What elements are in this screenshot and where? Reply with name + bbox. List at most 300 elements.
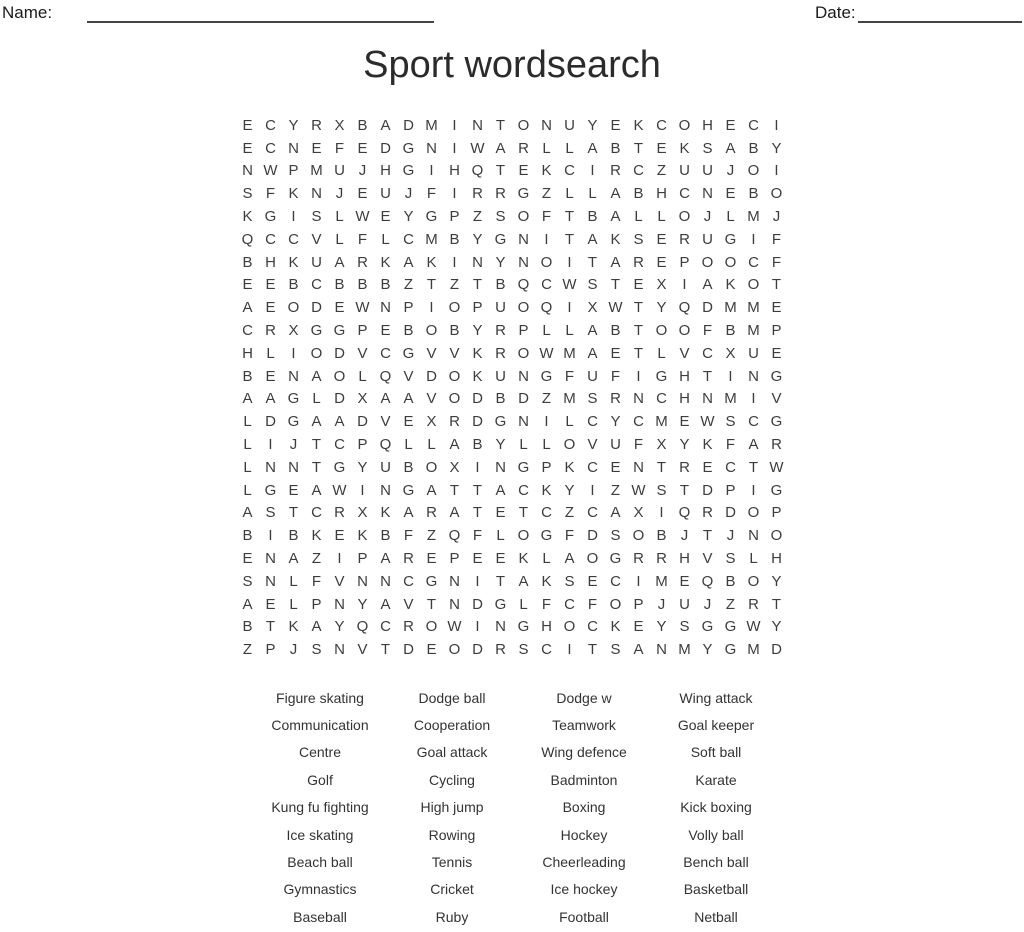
grid-letter: P [518, 322, 529, 340]
grid-letter: G [310, 322, 323, 340]
grid-letter: K [541, 481, 552, 499]
grid-letter: C [633, 413, 644, 431]
grid-letter: A [311, 481, 322, 499]
grid-letter: C [541, 641, 552, 659]
grid-letter: T [311, 436, 322, 454]
word-list-item: Dodge ball [418, 689, 486, 706]
grid-letter: W [355, 208, 370, 226]
grid-letter: Q [517, 276, 530, 294]
grid-letter: J [680, 527, 689, 545]
grid-letter: D [518, 390, 529, 408]
grid-letter: R [472, 185, 483, 203]
grid-letter: Y [495, 253, 506, 271]
grid-letter: E [518, 162, 529, 180]
grid-letter: A [426, 481, 437, 499]
grid-letter: F [334, 139, 345, 157]
grid-letter: K [380, 504, 391, 522]
grid-letter: S [610, 641, 621, 659]
grid-letter: C [725, 458, 736, 476]
grid-letter: L [542, 436, 551, 454]
grid-letter: O [586, 550, 599, 568]
grid-letter: A [334, 413, 345, 431]
grid-letter: Z [610, 481, 621, 499]
grid-letter: H [541, 618, 552, 636]
grid-letter: P [288, 162, 299, 180]
grid-letter: I [544, 413, 549, 431]
grid-letter: R [702, 504, 713, 522]
grid-letter: C [242, 322, 253, 340]
grid-letter: T [633, 139, 644, 157]
grid-letter: C [702, 344, 713, 362]
grid-letter: R [265, 322, 276, 340]
grid-letter: M [678, 641, 691, 659]
word-list-item: Karate [695, 771, 737, 788]
grid-letter: A [495, 139, 506, 157]
grid-letter: D [702, 481, 713, 499]
grid-letter: T [288, 504, 299, 522]
grid-letter: F [564, 527, 575, 545]
grid-letter: Y [288, 116, 299, 134]
grid-letter: N [449, 572, 460, 590]
grid-letter: Y [357, 458, 368, 476]
grid-letter: Y [610, 413, 621, 431]
grid-letter: A [311, 367, 322, 385]
grid-letter: G [333, 458, 346, 476]
grid-letter: I [590, 481, 595, 499]
grid-letter: N [426, 139, 437, 157]
grid-letter: E [426, 550, 437, 568]
grid-letter: W [539, 344, 554, 362]
grid-letter: K [311, 527, 322, 545]
grid-letter: B [357, 116, 368, 134]
grid-letter: E [656, 230, 667, 248]
grid-letter: T [587, 641, 598, 659]
grid-letter: I [452, 116, 457, 134]
grid-letter: A [587, 344, 598, 362]
grid-letter: O [517, 527, 530, 545]
grid-letter: S [725, 550, 736, 568]
grid-letter: G [540, 527, 553, 545]
grid-letter: W [355, 299, 370, 317]
grid-letter: S [633, 230, 644, 248]
grid-letter: K [610, 230, 621, 248]
grid-letter: X [426, 413, 437, 431]
grid-letter: G [724, 230, 737, 248]
grid-letter: C [380, 344, 391, 362]
grid-letter: I [590, 162, 595, 180]
grid-letter: O [770, 527, 783, 545]
grid-letter: N [633, 390, 644, 408]
grid-letter: N [357, 572, 368, 590]
grid-letter: L [565, 185, 574, 203]
grid-letter: I [291, 344, 296, 362]
grid-letter: N [380, 299, 391, 317]
name-blank-line [87, 4, 434, 23]
grid-letter: R [495, 322, 506, 340]
grid-letter: A [242, 595, 253, 613]
grid-letter: C [610, 572, 621, 590]
grid-letter: O [701, 253, 714, 271]
grid-letter: A [242, 504, 253, 522]
grid-letter: V [426, 344, 437, 362]
grid-letter: O [747, 572, 760, 590]
grid-letter: E [403, 413, 414, 431]
grid-letter: M [563, 390, 576, 408]
grid-letter: L [657, 344, 666, 362]
grid-letter: U [564, 116, 575, 134]
grid-letter: A [403, 504, 414, 522]
grid-letter: C [587, 458, 598, 476]
grid-letter: E [725, 185, 736, 203]
grid-letter: U [679, 595, 690, 613]
grid-letter: E [679, 413, 690, 431]
word-list-item: Soft ball [690, 744, 742, 761]
grid-letter: D [403, 641, 414, 659]
grid-letter: P [725, 481, 736, 499]
grid-letter: O [517, 208, 530, 226]
grid-letter: E [265, 299, 276, 317]
grid-letter: A [265, 390, 276, 408]
grid-letter: S [725, 413, 736, 431]
grid-letter: N [518, 253, 529, 271]
grid-letter: E [357, 185, 368, 203]
grid-letter: O [425, 618, 438, 636]
grid-letter: T [380, 641, 391, 659]
grid-letter: F [541, 208, 552, 226]
word-list-item: Wing attack [679, 689, 753, 706]
grid-letter: Z [564, 504, 575, 522]
grid-letter: E [495, 550, 506, 568]
grid-letter: G [724, 641, 737, 659]
grid-letter: J [404, 185, 413, 203]
grid-letter: O [517, 116, 530, 134]
grid-letter: N [495, 618, 506, 636]
grid-letter: T [426, 595, 437, 613]
grid-letter: G [770, 367, 783, 385]
grid-letter: V [403, 595, 414, 613]
grid-letter: T [265, 618, 276, 636]
grid-letter: U [380, 458, 391, 476]
grid-letter: R [610, 162, 621, 180]
grid-letter: D [380, 139, 391, 157]
grid-letter: A [380, 595, 391, 613]
grid-letter: I [475, 572, 480, 590]
grid-letter: Z [311, 550, 322, 568]
grid-letter: O [747, 162, 760, 180]
grid-letter: W [447, 618, 462, 636]
grid-letter: A [748, 436, 759, 454]
grid-letter: W [700, 413, 715, 431]
grid-letter: P [472, 299, 483, 317]
word-list-item: Ice hockey [550, 881, 618, 898]
grid-letter: N [633, 458, 644, 476]
grid-letter: K [564, 458, 575, 476]
grid-letter: H [702, 116, 713, 134]
grid-letter: Z [541, 185, 552, 203]
date-blank-line [858, 4, 1022, 23]
grid-letter: K [518, 550, 529, 568]
grid-letter: Y [587, 116, 598, 134]
grid-letter: G [701, 618, 714, 636]
grid-letter: N [334, 595, 345, 613]
grid-letter: L [335, 208, 344, 226]
grid-letter: F [725, 436, 736, 454]
grid-letter: E [265, 276, 276, 294]
grid-letter: Z [449, 276, 460, 294]
word-list-item: Basketball [683, 881, 749, 898]
grid-letter: G [517, 185, 530, 203]
grid-letter: A [380, 550, 391, 568]
grid-letter: H [679, 550, 690, 568]
grid-letter: P [357, 322, 368, 340]
grid-letter: E [633, 276, 644, 294]
grid-letter: C [633, 162, 644, 180]
grid-letter: A [702, 276, 713, 294]
name-label: Name: [2, 3, 53, 22]
word-list-item: Cricket [430, 881, 474, 898]
grid-letter: F [771, 253, 782, 271]
grid-letter: I [429, 162, 434, 180]
grid-letter: S [587, 390, 598, 408]
grid-letter: D [702, 299, 713, 317]
grid-letter: C [288, 230, 299, 248]
grid-letter: B [242, 527, 253, 545]
grid-letter: R [357, 253, 368, 271]
grid-letter: Y [771, 572, 782, 590]
grid-letter: H [380, 162, 391, 180]
grid-letter: C [403, 230, 414, 248]
grid-letter: C [587, 618, 598, 636]
word-list-item: Rowing [428, 826, 476, 843]
grid-letter: Y [656, 618, 667, 636]
grid-letter: B [495, 390, 506, 408]
grid-letter: I [567, 299, 572, 317]
grid-letter: P [357, 550, 368, 568]
grid-letter: E [357, 139, 368, 157]
grid-letter: Q [540, 299, 553, 317]
word-list-item: Wing defence [541, 744, 627, 761]
grid-letter: X [357, 504, 368, 522]
grid-letter: A [334, 253, 345, 271]
grid-letter: A [495, 481, 506, 499]
grid-letter: K [380, 253, 391, 271]
grid-letter: F [610, 367, 621, 385]
grid-letter: B [472, 436, 483, 454]
grid-letter: E [702, 458, 713, 476]
grid-letter: L [335, 230, 344, 248]
word-list-item: Kung fu fighting [271, 799, 369, 816]
grid-letter: S [564, 572, 575, 590]
page-title: Sport wordsearch [363, 44, 661, 86]
grid-letter: P [771, 504, 782, 522]
word-list-item: Ruby [435, 908, 469, 925]
grid-letter: E [472, 550, 483, 568]
word-list-item: Football [559, 908, 609, 925]
grid-letter: F [771, 230, 782, 248]
grid-letter: T [771, 595, 782, 613]
grid-letter: K [633, 116, 644, 134]
grid-letter: X [656, 436, 667, 454]
grid-letter: A [610, 504, 621, 522]
word-list-item: High jump [420, 799, 484, 816]
grid-letter: H [656, 185, 667, 203]
grid-letter: X [633, 504, 644, 522]
grid-letter: E [610, 116, 621, 134]
grid-letter: R [403, 550, 414, 568]
grid-letter: C [587, 504, 598, 522]
grid-letter: J [726, 527, 735, 545]
word-list-item: Tennis [431, 854, 473, 871]
grid-letter: E [265, 367, 276, 385]
grid-letter: L [542, 139, 551, 157]
grid-letter: R [633, 253, 644, 271]
grid-letter: L [726, 208, 735, 226]
grid-letter: Y [702, 641, 713, 659]
word-list-item: Goal attack [416, 744, 488, 761]
grid-letter: M [563, 344, 576, 362]
grid-letter: H [449, 162, 460, 180]
grid-letter: V [357, 344, 368, 362]
grid-letter: A [449, 436, 460, 454]
grid-letter: L [289, 595, 298, 613]
grid-letter: F [541, 595, 552, 613]
grid-letter: E [311, 139, 322, 157]
grid-letter: B [242, 618, 253, 636]
grid-letter: J [289, 641, 298, 659]
grid-letter: M [724, 299, 737, 317]
grid-letter: V [357, 641, 368, 659]
grid-letter: B [449, 322, 460, 340]
grid-letter: D [472, 641, 483, 659]
grid-letter: G [494, 230, 507, 248]
grid-letter: T [656, 458, 667, 476]
grid-letter: R [679, 458, 690, 476]
grid-letter: N [288, 139, 299, 157]
grid-letter: X [334, 116, 345, 134]
grid-letter: X [725, 344, 736, 362]
grid-letter: K [426, 253, 437, 271]
grid-letter: D [334, 390, 345, 408]
grid-letter: S [656, 481, 667, 499]
grid-letter: W [746, 618, 761, 636]
grid-letter: J [358, 162, 367, 180]
grid-letter: M [747, 641, 760, 659]
date-label: Date: [815, 3, 856, 22]
grid-letter: K [472, 344, 483, 362]
grid-letter: D [334, 344, 345, 362]
grid-letter: I [291, 208, 296, 226]
grid-letter: S [518, 641, 529, 659]
grid-letter: A [403, 253, 414, 271]
grid-letter: L [243, 436, 252, 454]
word-list-item: Beach ball [287, 854, 353, 871]
grid-letter: L [266, 344, 275, 362]
grid-letter: K [679, 139, 690, 157]
grid-letter: Y [472, 230, 483, 248]
grid-letter: B [449, 230, 460, 248]
grid-letter: B [380, 276, 391, 294]
grid-letter: Y [403, 208, 414, 226]
grid-letter: S [311, 208, 322, 226]
grid-letter: U [702, 162, 713, 180]
grid-letter: B [403, 322, 414, 340]
grid-letter: M [747, 208, 760, 226]
word-list-item: Gymnastics [283, 881, 357, 898]
grid-letter: U [748, 344, 759, 362]
grid-letter: R [311, 116, 322, 134]
grid-letter: I [751, 390, 756, 408]
grid-letter: V [702, 550, 713, 568]
grid-letter: B [725, 572, 736, 590]
grid-letter: B [242, 367, 253, 385]
grid-letter: O [425, 322, 438, 340]
grid-letter: J [726, 162, 735, 180]
grid-letter: Z [725, 595, 736, 613]
grid-letter: O [747, 276, 760, 294]
grid-letter: K [541, 162, 552, 180]
grid-letter: J [772, 208, 781, 226]
wordsearch-grid [236, 114, 788, 661]
grid-letter: F [311, 572, 322, 590]
grid-letter: O [310, 344, 323, 362]
grid-letter: O [540, 253, 553, 271]
grid-letter: Z [472, 208, 483, 226]
grid-letter: F [472, 527, 483, 545]
grid-letter: T [495, 116, 506, 134]
grid-letter: L [289, 572, 298, 590]
grid-letter: K [357, 527, 368, 545]
grid-letter: Y [771, 618, 782, 636]
grid-letter: P [771, 322, 782, 340]
grid-letter: G [402, 162, 415, 180]
grid-letter: Q [471, 162, 484, 180]
grid-letter: J [703, 595, 712, 613]
grid-letter: O [678, 322, 691, 340]
grid-letter: C [656, 116, 667, 134]
grid-letter: A [242, 390, 253, 408]
grid-letter: P [265, 641, 276, 659]
grid-letter: A [288, 550, 299, 568]
grid-letter: E [288, 481, 299, 499]
grid-letter: L [358, 367, 367, 385]
grid-letter: X [288, 322, 299, 340]
word-list-item: Figure skating [276, 689, 364, 706]
grid-letter: M [724, 390, 737, 408]
grid-letter: L [496, 527, 505, 545]
grid-letter: G [402, 481, 415, 499]
grid-letter: U [334, 162, 345, 180]
grid-letter: I [268, 436, 273, 454]
grid-letter: K [242, 208, 253, 226]
grid-letter: A [725, 139, 736, 157]
grid-letter: E [725, 116, 736, 134]
grid-letter: N [702, 185, 713, 203]
grid-letter: I [682, 276, 687, 294]
grid-letter: A [311, 413, 322, 431]
grid-letter: Q [678, 299, 691, 317]
grid-letter: R [495, 185, 506, 203]
grid-letter: G [402, 344, 415, 362]
grid-letter: K [472, 367, 483, 385]
grid-letter: A [633, 641, 644, 659]
grid-letter: H [771, 550, 782, 568]
grid-letter: F [587, 595, 598, 613]
grid-letter: I [268, 527, 273, 545]
grid-letter: I [567, 253, 572, 271]
grid-letter: Y [656, 299, 667, 317]
grid-letter: G [770, 413, 783, 431]
grid-letter: M [747, 299, 760, 317]
